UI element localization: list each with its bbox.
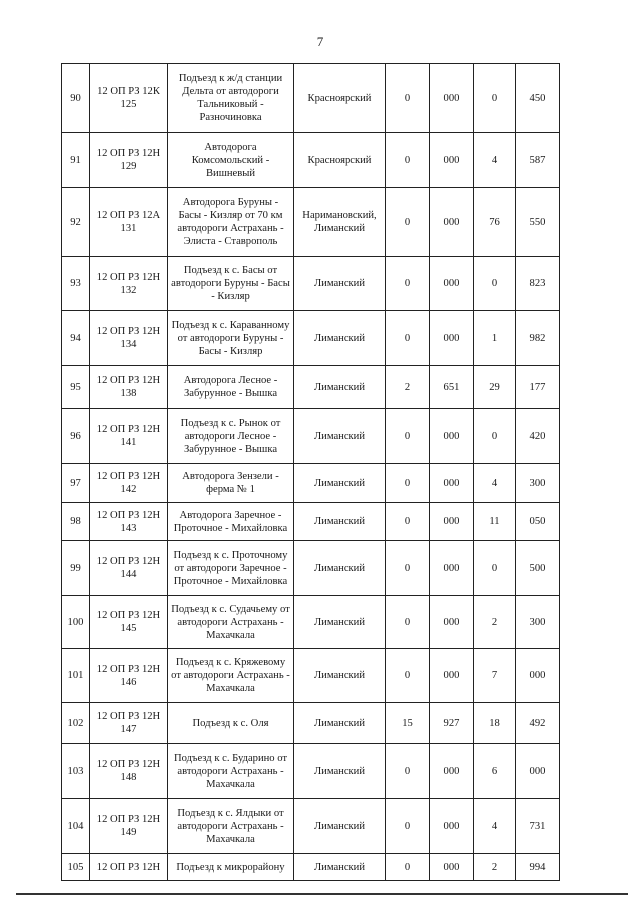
road-code-cell: 12 ОП РЗ 12Н 141 <box>90 409 168 464</box>
table-row <box>62 133 560 188</box>
road-name-cell: Автодорога Заречное - Проточное - Михайловка <box>168 503 294 541</box>
road-name-cell: Подъезд к с. Оля <box>168 703 294 744</box>
start-km-cell: 15 <box>386 703 430 744</box>
district-cell: Лиманский <box>294 464 386 503</box>
road-code-cell: 12 ОП РЗ 12Н 138 <box>90 366 168 409</box>
table-row <box>62 744 560 799</box>
table-row <box>62 188 560 257</box>
start-m-cell: 000 <box>430 409 474 464</box>
district-cell: Лиманский <box>294 541 386 596</box>
end-m-cell: 450 <box>516 64 560 133</box>
district-cell: Лиманский <box>294 409 386 464</box>
page-number: 7 <box>316 34 324 49</box>
road-code-cell: 12 ОП РЗ 12Н 144 <box>90 541 168 596</box>
row-number-cell: 105 <box>62 854 90 881</box>
row-number-cell: 100 <box>62 596 90 649</box>
end-m-cell: 000 <box>516 649 560 703</box>
start-km-cell: 0 <box>386 464 430 503</box>
district-cell: Лиманский <box>294 744 386 799</box>
end-m-cell: 500 <box>516 541 560 596</box>
road-name-cell: Подъезд к ж/д станции Дельта от автодороги Тальниковый - Разночиновка <box>168 64 294 133</box>
start-km-cell: 0 <box>386 311 430 366</box>
road-code-cell: 12 ОП РЗ 12Н 148 <box>90 744 168 799</box>
district-cell: Лиманский <box>294 649 386 703</box>
end-m-cell: 420 <box>516 409 560 464</box>
start-km-cell: 0 <box>386 133 430 188</box>
start-m-cell: 000 <box>430 133 474 188</box>
row-number-cell: 103 <box>62 744 90 799</box>
table-row <box>62 596 560 649</box>
district-cell: Лиманский <box>294 854 386 881</box>
road-name-cell: Подъезд к с. Проточному от автодороги Заречное - Проточное - Михайловка <box>168 541 294 596</box>
end-m-cell: 994 <box>516 854 560 881</box>
road-code-cell: 12 ОП РЗ 12Н 132 <box>90 257 168 311</box>
road-name-cell: Автодорога Лесное - Забурунное - Вышка <box>168 366 294 409</box>
table-row <box>62 541 560 596</box>
start-m-cell: 000 <box>430 541 474 596</box>
start-km-cell: 0 <box>386 503 430 541</box>
end-km-cell: 0 <box>474 257 516 311</box>
start-km-cell: 0 <box>386 596 430 649</box>
district-cell: Лиманский <box>294 366 386 409</box>
table-row <box>62 311 560 366</box>
end-km-cell: 7 <box>474 649 516 703</box>
row-number-cell: 95 <box>62 366 90 409</box>
start-km-cell: 2 <box>386 366 430 409</box>
end-m-cell: 050 <box>516 503 560 541</box>
start-km-cell: 0 <box>386 799 430 854</box>
road-name-cell: Автодорога Зензели - ферма № 1 <box>168 464 294 503</box>
row-number-cell: 102 <box>62 703 90 744</box>
end-km-cell: 4 <box>474 799 516 854</box>
start-km-cell: 0 <box>386 649 430 703</box>
table-row <box>62 64 560 133</box>
row-number-cell: 92 <box>62 188 90 257</box>
start-m-cell: 000 <box>430 799 474 854</box>
road-name-cell: Подъезд к с. Кряжевому от автодороги Астрахань - Махачкала <box>168 649 294 703</box>
start-km-cell: 0 <box>386 744 430 799</box>
row-number-cell: 96 <box>62 409 90 464</box>
road-code-cell: 12 ОП РЗ 12Н 129 <box>90 133 168 188</box>
district-cell: Лиманский <box>294 503 386 541</box>
end-km-cell: 2 <box>474 596 516 649</box>
end-m-cell: 587 <box>516 133 560 188</box>
start-km-cell: 0 <box>386 64 430 133</box>
end-km-cell: 76 <box>474 188 516 257</box>
table-row <box>62 257 560 311</box>
end-km-cell: 6 <box>474 744 516 799</box>
start-m-cell: 651 <box>430 366 474 409</box>
road-name-cell: Подъезд к с. Басы от автодороги Буруны - Басы - Кизляр <box>168 257 294 311</box>
start-km-cell: 0 <box>386 409 430 464</box>
end-km-cell: 0 <box>474 409 516 464</box>
end-km-cell: 18 <box>474 703 516 744</box>
start-m-cell: 000 <box>430 596 474 649</box>
road-name-cell: Подъезд к с. Ялдыки от автодороги Астрахань - Махачкала <box>168 799 294 854</box>
start-m-cell: 000 <box>430 503 474 541</box>
end-m-cell: 550 <box>516 188 560 257</box>
road-name-cell: Автодорога Комсомольский - Вишневый <box>168 133 294 188</box>
start-km-cell: 0 <box>386 854 430 881</box>
table-row <box>62 503 560 541</box>
end-m-cell: 492 <box>516 703 560 744</box>
table-row <box>62 854 560 881</box>
table-row <box>62 649 560 703</box>
road-name-cell: Подъезд к с. Рынок от автодороги Лесное - Забурунное - Вышка <box>168 409 294 464</box>
road-name-cell: Автодорога Буруны - Басы - Кизляр от 70 км автодороги Астрахань - Элиста - Ставрополь <box>168 188 294 257</box>
road-name-cell: Подъезд к с. Бударино от автодороги Астрахань - Махачкала <box>168 744 294 799</box>
district-cell: Наримановский, Лиманский <box>294 188 386 257</box>
end-km-cell: 1 <box>474 311 516 366</box>
row-number-cell: 101 <box>62 649 90 703</box>
end-m-cell: 300 <box>516 464 560 503</box>
road-code-cell: 12 ОП РЗ 12Н 142 <box>90 464 168 503</box>
road-name-cell: Подъезд к с. Судачьему от автодороги Астрахань - Махачкала <box>168 596 294 649</box>
end-km-cell: 0 <box>474 64 516 133</box>
start-m-cell: 000 <box>430 257 474 311</box>
road-code-cell: 12 ОП РЗ 12Н 143 <box>90 503 168 541</box>
start-m-cell: 000 <box>430 311 474 366</box>
row-number-cell: 97 <box>62 464 90 503</box>
bottom-rule <box>16 893 628 895</box>
road-code-cell: 12 ОП РЗ 12Н 146 <box>90 649 168 703</box>
table-row <box>62 703 560 744</box>
end-km-cell: 11 <box>474 503 516 541</box>
table-row <box>62 366 560 409</box>
road-code-cell: 12 ОП РЗ 12А 131 <box>90 188 168 257</box>
row-number-cell: 90 <box>62 64 90 133</box>
road-name-cell: Подъезд к с. Караванному от автодороги Буруны - Басы - Кизляр <box>168 311 294 366</box>
district-cell: Лиманский <box>294 257 386 311</box>
row-number-cell: 98 <box>62 503 90 541</box>
start-m-cell: 000 <box>430 744 474 799</box>
start-km-cell: 0 <box>386 188 430 257</box>
end-km-cell: 4 <box>474 464 516 503</box>
road-code-cell: 12 ОП РЗ 12Н 145 <box>90 596 168 649</box>
row-number-cell: 99 <box>62 541 90 596</box>
row-number-cell: 93 <box>62 257 90 311</box>
district-cell: Лиманский <box>294 703 386 744</box>
road-code-cell: 12 ОП РЗ 12Н 149 <box>90 799 168 854</box>
start-m-cell: 927 <box>430 703 474 744</box>
end-m-cell: 823 <box>516 257 560 311</box>
start-km-cell: 0 <box>386 541 430 596</box>
road-code-cell: 12 ОП РЗ 12К 125 <box>90 64 168 133</box>
row-number-cell: 91 <box>62 133 90 188</box>
road-name-cell: Подъезд к микрорайону <box>168 854 294 881</box>
table-row <box>62 409 560 464</box>
end-km-cell: 2 <box>474 854 516 881</box>
row-number-cell: 94 <box>62 311 90 366</box>
district-cell: Лиманский <box>294 596 386 649</box>
district-cell: Лиманский <box>294 311 386 366</box>
end-m-cell: 000 <box>516 744 560 799</box>
district-cell: Лиманский <box>294 799 386 854</box>
table-row <box>62 799 560 854</box>
end-km-cell: 4 <box>474 133 516 188</box>
roads-table <box>61 63 560 881</box>
district-cell: Красноярский <box>294 64 386 133</box>
start-km-cell: 0 <box>386 257 430 311</box>
start-m-cell: 000 <box>430 649 474 703</box>
start-m-cell: 000 <box>430 64 474 133</box>
end-km-cell: 0 <box>474 541 516 596</box>
end-m-cell: 731 <box>516 799 560 854</box>
row-number-cell: 104 <box>62 799 90 854</box>
district-cell: Красноярский <box>294 133 386 188</box>
road-code-cell: 12 ОП РЗ 12Н 134 <box>90 311 168 366</box>
start-m-cell: 000 <box>430 188 474 257</box>
table-row <box>62 464 560 503</box>
end-km-cell: 29 <box>474 366 516 409</box>
end-m-cell: 982 <box>516 311 560 366</box>
end-m-cell: 177 <box>516 366 560 409</box>
road-code-cell: 12 ОП РЗ 12Н 147 <box>90 703 168 744</box>
start-m-cell: 000 <box>430 464 474 503</box>
start-m-cell: 000 <box>430 854 474 881</box>
end-m-cell: 300 <box>516 596 560 649</box>
road-code-cell: 12 ОП РЗ 12Н <box>90 854 168 881</box>
